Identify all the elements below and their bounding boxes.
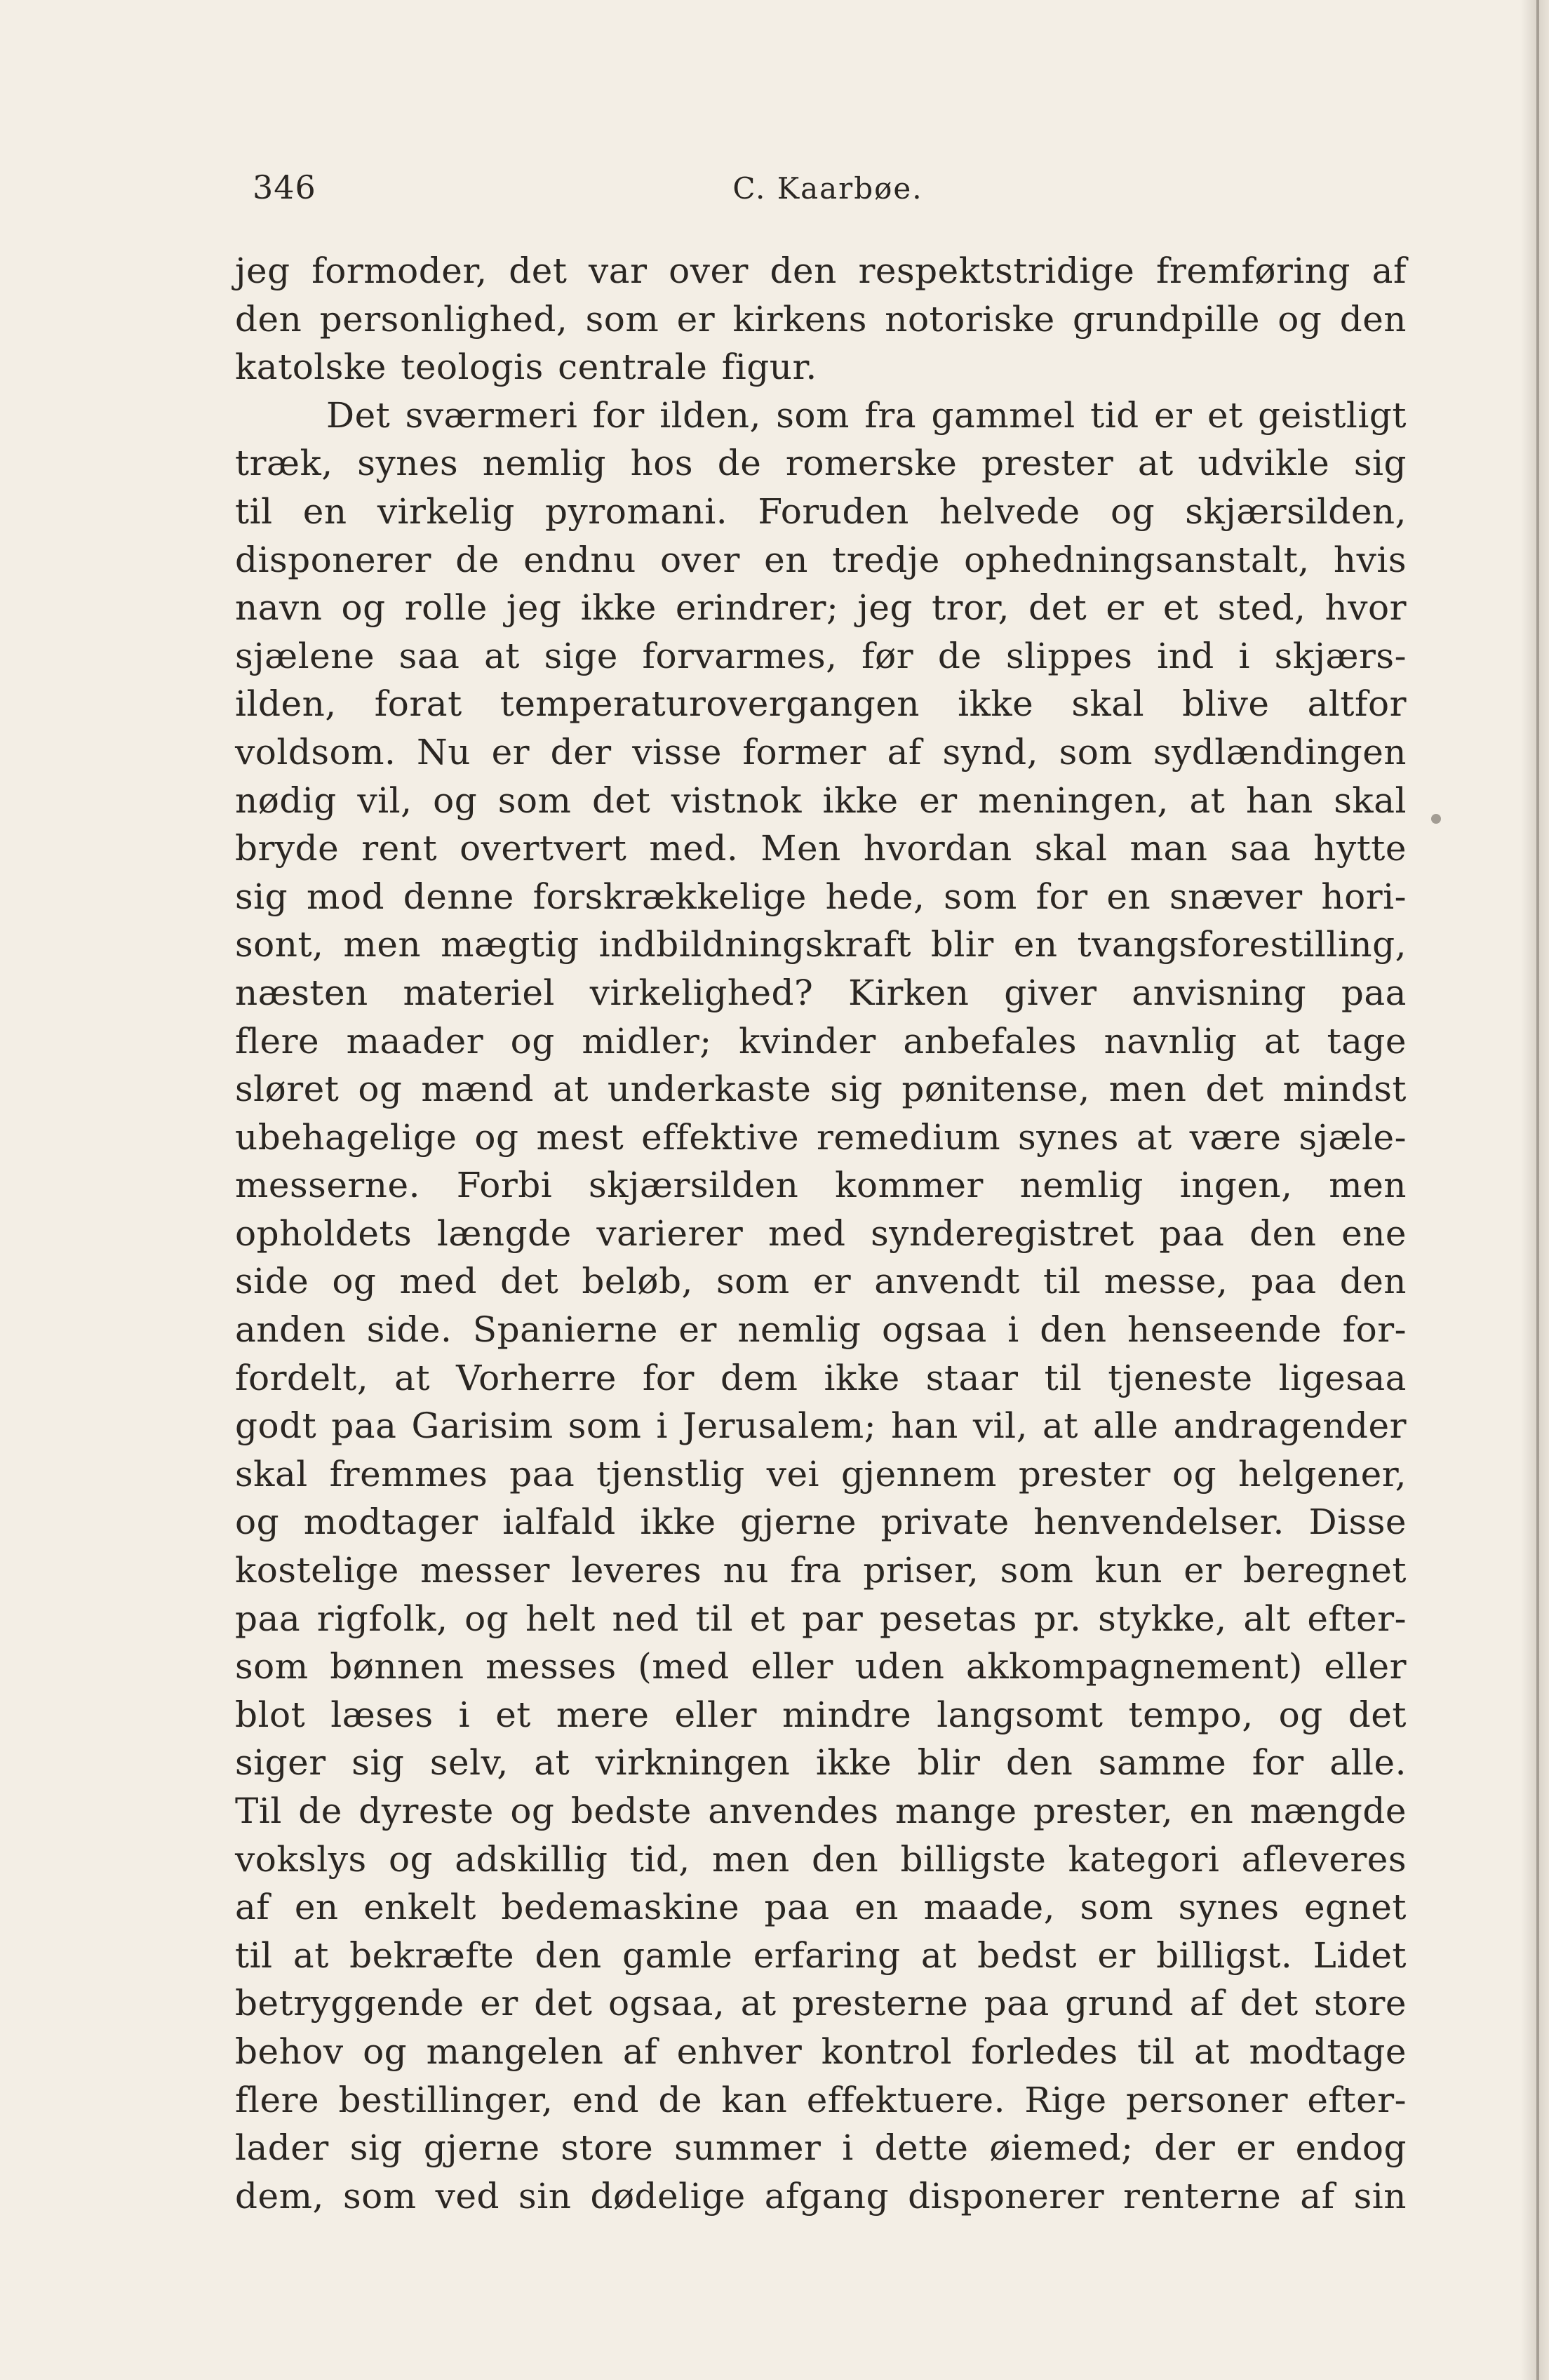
text-line: vokslys og adskillig tid, men den billigste kategori afleveres: [235, 1838, 1407, 1880]
text-line: ilden, forat temperaturovergangen ikke skal blive altfor: [235, 683, 1407, 725]
text-line: Det sværmeri for ilden, som fra gammel tid er et geistligt: [326, 394, 1407, 436]
text-line: og modtager ialfald ikke gjerne private henvendelser. Disse: [235, 1502, 1407, 1543]
text-line: flere maader og midler; kvinder anbefales navnlig at tage: [235, 1020, 1407, 1062]
text-line: paa rigfolk, og helt ned til et par pesetas pr. stykke, alt efter-: [235, 1598, 1407, 1639]
text-line: siger sig selv, at virkningen ikke blir den samme for alle.: [235, 1742, 1407, 1784]
page-number: 346: [253, 168, 316, 206]
text-line: katolske teologis centrale figur.: [235, 347, 817, 388]
text-line: dem, som ved sin dødelige afgang disponerer renterne af sin: [235, 2175, 1407, 2217]
text-line: bryde rent overtvert med. Men hvordan skal man saa hytte: [235, 828, 1407, 869]
text-line: sig mod denne forskrækkelige hede, som for en snæver hori-: [235, 876, 1407, 917]
text-line: den personlighed, som er kirkens notoriske grundpille og den: [235, 298, 1407, 340]
binding-line: [1536, 0, 1539, 2380]
text-line: træk, synes nemlig hos de romerske prester at udvikle sig: [235, 443, 1407, 484]
text-line: godt paa Garisim som i Jerusalem; han vil, at alle andragender: [235, 1405, 1407, 1447]
text-line: sont, men mægtig indbildningskraft blir en tvangsforestilling,: [235, 924, 1407, 965]
text-line: opholdets længde varierer med synderegistret paa den ene: [235, 1212, 1407, 1254]
body-text: [235, 247, 1407, 2220]
text-line: anden side. Spanierne er nemlig ogsaa i den henseende for-: [235, 1309, 1407, 1351]
text-line: betryggende er det ogsaa, at presterne paa grund af det store: [235, 1983, 1407, 2024]
text-line: navn og rolle jeg ikke erindrer; jeg tror, det er et sted, hvor: [235, 587, 1407, 629]
text-line: behov og mangelen af enhver kontrol forledes til at modtage: [235, 2031, 1407, 2072]
text-line: sjælene saa at sige forvarmes, før de slippes ind i skjærs-: [235, 635, 1407, 676]
text-line: nødig vil, og som det vistnok ikke er meningen, at han skal: [235, 780, 1407, 821]
page-binding-edge: [1521, 0, 1549, 2380]
text-line: lader sig gjerne store summer i dette øiemed; der er endog: [235, 2127, 1407, 2169]
text-line: messerne. Forbi skjærsilden kommer nemlig ingen, men: [235, 1165, 1407, 1206]
text-line: flere bestillinger, end de kan effektuere. Rige personer efter-: [235, 2079, 1407, 2120]
text-line: voldsom. Nu er der visse former af synd, som sydlændingen: [235, 731, 1407, 773]
text-line: til at bekræfte den gamle erfaring at bedst er billigst. Lidet: [235, 1934, 1407, 1976]
text-line: næsten materiel virkelighed? Kirken giver anvisning paa: [235, 972, 1407, 1013]
text-line: som bønnen messes (med eller uden akkompagnement) eller: [235, 1646, 1407, 1687]
text-line: sløret og mænd at underkaste sig pønitense, men det mindst: [235, 1069, 1407, 1110]
text-line: til en virkelig pyromani. Foruden helvede og skjærsilden,: [235, 490, 1407, 532]
text-line: blot læses i et mere eller mindre langsomt tempo, og det: [235, 1694, 1407, 1735]
text-line: disponerer de endnu over en tredje ophedningsanstalt, hvis: [235, 539, 1407, 580]
text-line: Til de dyreste og bedste anvendes mange prester, en mængde: [235, 1791, 1407, 1831]
page-header: [253, 168, 1403, 218]
running-head: C. Kaarbøe.: [732, 171, 923, 206]
ink-spot: [1431, 814, 1441, 824]
text-line: kostelige messer leveres nu fra priser, som kun er beregnet: [235, 1550, 1407, 1591]
text-line: fordelt, at Vorherre for dem ikke staar til tjeneste ligesaa: [235, 1357, 1407, 1398]
text-line: skal fremmes paa tjenstlig vei gjennem prester og helgener,: [235, 1453, 1407, 1495]
text-line: side og med det beløb, som er anvendt til messe, paa den: [235, 1261, 1407, 1302]
text-line: jeg formoder, det var over den respektstridige fremføring af: [235, 250, 1407, 291]
text-line: ubehagelige og mest effektive remedium synes at være sjæle-: [235, 1116, 1407, 1158]
text-line: af en enkelt bedemaskine paa en maade, som synes egnet: [235, 1887, 1407, 1928]
